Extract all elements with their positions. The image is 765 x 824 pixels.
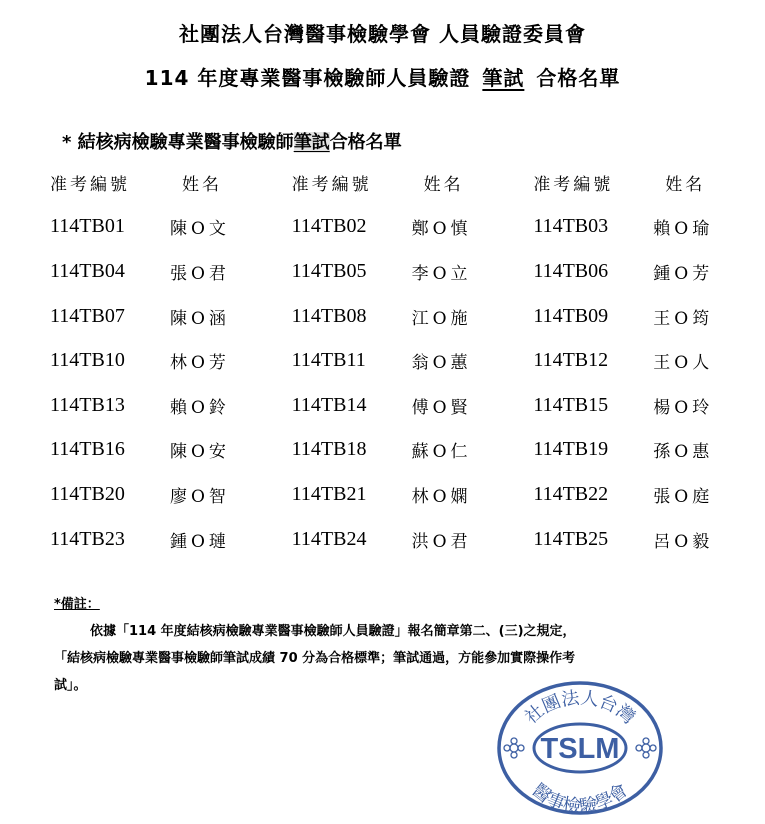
candidate-name-cell: 李O立 xyxy=(411,263,472,284)
exam-number-cell: 114TB19 xyxy=(533,438,609,461)
candidate-name-cell: 孫O惠 xyxy=(653,442,714,463)
subtitle-text: 114 年度專業醫事檢驗師人員驗證 xyxy=(144,66,471,90)
candidate-name-cell: 陳O涵 xyxy=(169,308,230,329)
candidate-name-cell: 林O嫻 xyxy=(411,486,472,507)
exam-number-cell: 114TB23 xyxy=(50,527,125,550)
candidate-name-cell: 翁O蕙 xyxy=(411,353,472,374)
candidate-name-cell: 呂O毅 xyxy=(653,531,714,552)
seal-center-text: TSLM xyxy=(540,733,620,765)
exam-number-cell: 114TB20 xyxy=(50,482,125,505)
list-heading-suffix: 合格名單 xyxy=(329,132,402,153)
exam-number-cell: 114TB18 xyxy=(291,438,367,461)
table-row xyxy=(40,517,765,562)
exam-number-cell: 114TB14 xyxy=(291,393,367,416)
column-header-id: 准考編號 xyxy=(533,174,614,195)
candidate-name-cell: 陳O文 xyxy=(169,219,230,240)
notes-label: *備註： xyxy=(54,597,100,612)
exam-number-cell: 114TB11 xyxy=(291,349,366,372)
column-header-name: 姓名 xyxy=(423,174,464,195)
candidate-name-cell: 廖O智 xyxy=(169,486,230,507)
exam-number-cell: 114TB25 xyxy=(533,527,609,550)
candidate-name-cell: 洪O君 xyxy=(411,531,472,552)
tslm-seal-stamp xyxy=(496,680,664,816)
exam-number-cell: 114TB22 xyxy=(533,482,609,505)
subtitle-suffix: 合格名單 xyxy=(536,66,621,90)
candidate-name-cell: 傅O賢 xyxy=(411,397,472,418)
table-row xyxy=(40,294,765,339)
exam-type-label: 筆試 xyxy=(482,66,525,90)
list-heading xyxy=(62,128,402,154)
candidate-name-cell: 賴O鈴 xyxy=(169,397,230,418)
seal-bottom-text: 醫事檢驗學會 xyxy=(527,779,633,816)
exam-number-cell: 114TB06 xyxy=(533,259,609,282)
list-heading-prefix: * 結核病檢驗專業醫事檢驗師 xyxy=(62,132,294,153)
candidate-name-cell: 張O君 xyxy=(169,263,230,284)
table-row xyxy=(40,383,765,428)
flower-icon xyxy=(636,738,656,758)
notes-line: 依據「114 年度結核病檢驗專業醫事檢驗師人員驗證」報名簡章第二、(三)之規定， xyxy=(90,624,576,639)
document-title: 社團法人台灣醫事檢驗學會 人員驗證委員會 xyxy=(179,22,586,46)
candidate-name-cell: 王O筠 xyxy=(653,308,714,329)
candidate-name-cell: 張O庭 xyxy=(653,486,714,507)
exam-number-cell: 114TB09 xyxy=(533,304,609,327)
table-body xyxy=(40,205,765,562)
exam-number-cell: 114TB15 xyxy=(533,393,609,416)
candidate-name-cell: 楊O玲 xyxy=(653,397,714,418)
exam-number-cell: 114TB16 xyxy=(50,438,125,461)
candidate-name-cell: 王O人 xyxy=(653,353,714,374)
notes-line: 試」。 xyxy=(54,678,87,693)
candidate-name-cell: 鍾O璉 xyxy=(169,531,230,552)
candidate-name-cell: 蘇O仁 xyxy=(411,442,472,463)
candidate-name-cell: 江O施 xyxy=(411,308,472,329)
candidate-name-cell: 鍾O芳 xyxy=(653,263,714,284)
exam-number-cell: 114TB04 xyxy=(50,259,125,282)
candidate-name-cell: 賴O瑜 xyxy=(653,219,714,240)
exam-number-cell: 114TB08 xyxy=(291,304,367,327)
document-subtitle xyxy=(0,62,765,91)
column-header-name: 姓名 xyxy=(665,174,706,195)
exam-number-cell: 114TB13 xyxy=(50,393,125,416)
exam-number-cell: 114TB02 xyxy=(291,215,367,238)
exam-number-cell: 114TB10 xyxy=(50,349,125,372)
table-row xyxy=(40,428,765,473)
flower-icon xyxy=(504,738,524,758)
candidate-name-cell: 林O芳 xyxy=(169,353,230,374)
table-row xyxy=(40,472,765,517)
candidate-name-cell: 鄭O慎 xyxy=(411,219,472,240)
exam-number-cell: 114TB24 xyxy=(291,527,367,550)
column-header-name: 姓名 xyxy=(181,174,222,195)
notes-line: 「結核病檢驗專業醫事檢驗師筆試成績 70 分為合格標準；筆試通過，方能參加實際操作考 xyxy=(54,651,576,666)
exam-number-cell: 114TB12 xyxy=(533,349,609,372)
table-row xyxy=(40,205,765,250)
exam-number-cell: 114TB21 xyxy=(291,482,367,505)
exam-number-cell: 114TB03 xyxy=(533,215,609,238)
table-row xyxy=(40,338,765,383)
column-header-id: 准考編號 xyxy=(291,174,372,195)
pass-list-table xyxy=(40,160,765,561)
table-row xyxy=(40,249,765,294)
column-header-id: 准考編號 xyxy=(50,174,130,195)
exam-number-cell: 114TB01 xyxy=(50,215,125,238)
candidate-name-cell: 陳O安 xyxy=(169,442,230,463)
list-heading-highlight: 筆試 xyxy=(293,132,330,153)
seal-top-text: 社團法人台灣 xyxy=(521,687,639,729)
table-header-row xyxy=(40,160,765,205)
exam-number-cell: 114TB05 xyxy=(291,259,367,282)
exam-number-cell: 114TB07 xyxy=(50,304,125,327)
